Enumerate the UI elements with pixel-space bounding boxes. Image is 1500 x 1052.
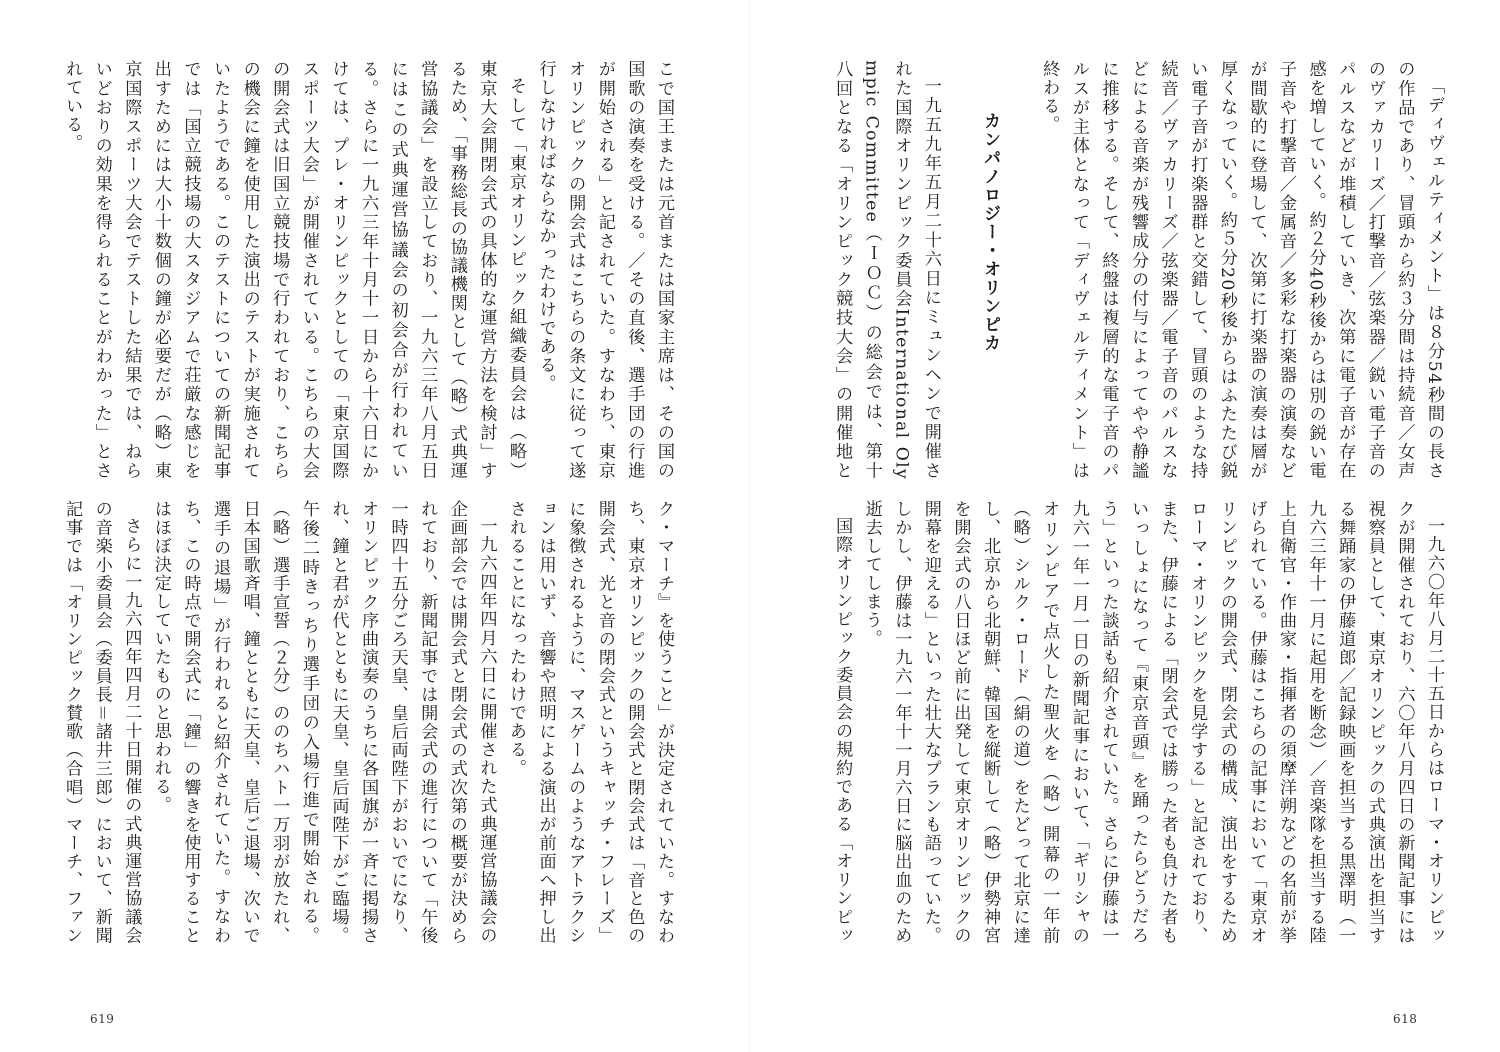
paragraph: そして「東京オリンピック組織委員会は（略）東京大会開閉会式の具体的な運営方法を検討」するため、「事務総長の協議機関として（略）式典運営協議会」を設立しており、一九六三年八月五日にはこの式典運営協議会の初会合が行われている。さらに一九六三年十月十一日から十六日にかけては、プレ・オリンピックとしての「東京国際スポーツ大会」が開催されている。こちらの大会の開会式は旧国立競技場で行われており、こちらの機会に鐘を使用した演出のテストが実施されていたようである。このテストについての新聞記事では「国立競技場の大スタジアムで荘厳な感じを出すためには大小十数個の鐘が必要だが（略）東京国際スポーツ大会でテストした結果では、ねらいどおりの効果を得られることがわかった」とされている。 bbox=[62, 60, 527, 480]
section-heading: カンパノロジー・オリンピカ bbox=[980, 111, 1001, 353]
paragraph: 「ディヴェルティメント」は８分54秒間の長さの作品であり、冒頭から約３分間は持続音／女声のヴァカリーズ／打撃音／弦楽器／鋭い電子音のパルスなどが堆積していき、次第に電子音が存在感を増していく。約２分40秒後からは別の鋭い電子音や打撃音／金属音／多彩な打楽器の演奏などが間歇的に登場して、次第に打楽器の演奏は層が厚くなっていく。約５分20秒後からはふたたび鋭い電子音が打楽器群と交錯して、冒頭のような持続音／ヴァカリーズ／弦楽器／電子音のパルスなどによる音楽が残響成分の付与によってやや静謐に推移する。そして、終盤は複層的な電子音のパルスが主体となって「ディヴェルティメント」は終わる。 bbox=[1039, 60, 1444, 480]
left-page-lower-tier bbox=[60, 500, 678, 945]
left-page-upper-tier bbox=[60, 60, 678, 480]
paragraph: 一九六〇年八月二十五日からはローマ・オリンピックが開催されており、六〇年八月四日の新聞記事には視察員として、東京オリンピックの式典演出を担当する舞踊家の伊藤道郎／記録映画を担当する黒澤明（一九六三年十一月に起用を断念）／音楽隊を担当する陸上自衛官・作曲家・指揮者の須摩洋朔などの名前が挙げられている。伊藤はこちらの記事において「東京オリンピックの開会式、閉会式の構成、演出をするためローマ・オリンピックを見学する」と記されており、また、伊藤による「閉会式では勝った者も負けた者もいっしょになって『東京音頭』を踊ったらどうだろう」といった談話も紹介されていた。さらに伊藤は一九六一年一月一日の新聞記事において、「ギリシャのオリンピアで点火した聖火を（略）開幕の一年前（略）シルク・ロード（絹の道）をたどって北京に達し、北京から北朝鮮、韓国を縦断して（略）伊勢神宮を開会式の八日ほど前に出発して東京オリンピックの開幕を迎える」といった壮大なプランも語っていた。しかし、伊藤は一九六一年十一月六日に脳出血のため逝去してしまう。 bbox=[861, 500, 1444, 945]
right-page-upper-tier bbox=[830, 60, 1448, 480]
page-number: 619 bbox=[90, 1012, 115, 1026]
right-page bbox=[750, 0, 1500, 1052]
paragraph: さらに一九六四年四月二十日開催の式典運営協議会の音楽小委員会（委員長＝諸井三郎）において、新聞記事では「オリンピック賛歌（合唱）マーチ、ファン bbox=[62, 500, 142, 945]
paragraph: こで国王または元首または国家主席は、その国の国歌の演奏を受ける。／その直後、選手団の行進が開始される」と記されていた。すなわち、東京オリンピックの開会式はこちらの条文に従って遂行しなければならなかったわけである。 bbox=[535, 60, 674, 480]
paragraph: 一九五九年五月二十六日にミュンヘンで開催された国際オリンピック委員会International Olympic Committee（ＩＯＣ）の総会では、第十八回となる「オリンピック競技大会」の開催地と bbox=[832, 60, 941, 480]
paragraph: 一九六四年四月六日に開催された式典運営協議会の企画部会では開会式と閉会式の式次第の概要が決められており、新聞記事では開会式の進行について「午後一時四十五分ごろ天皇、皇后両陛下がおいでになり、オリンピック序曲演奏のうちに各国旗が一斉に掲揚され、鐘と君が代とともに天皇、皇后両陛下がご臨場。午後二時きっちり選手団の入場行進で開始される。（略）選手宣誓（２分）ののちハト一万羽が放たれ、日本国歌斉唱、鐘とともに天皇、皇后ご退場、次いで選手の退場」が行われると紹介されていた。すなわち、この時点で開会式に「鐘」の響きを使用することはほぼ決定していたものと思われる。 bbox=[150, 500, 497, 945]
paragraph: ク・マーチ』を使うこと」が決定されていた。すなわち、東京オリンピックの開会式と閉会式は「音と色の開会式、光と音の閉会式というキャッチ・フレーズ」に象徴されるように、マスゲームのようなアトラクションは用いず、音響や照明による演出が前面へ押し出されることになったわけである。 bbox=[506, 500, 674, 945]
page-number: 618 bbox=[1393, 1012, 1418, 1026]
paragraph: 国際オリンピック委員会の規約である「オリンピッ bbox=[832, 517, 853, 945]
right-page-lower-tier bbox=[830, 500, 1448, 945]
